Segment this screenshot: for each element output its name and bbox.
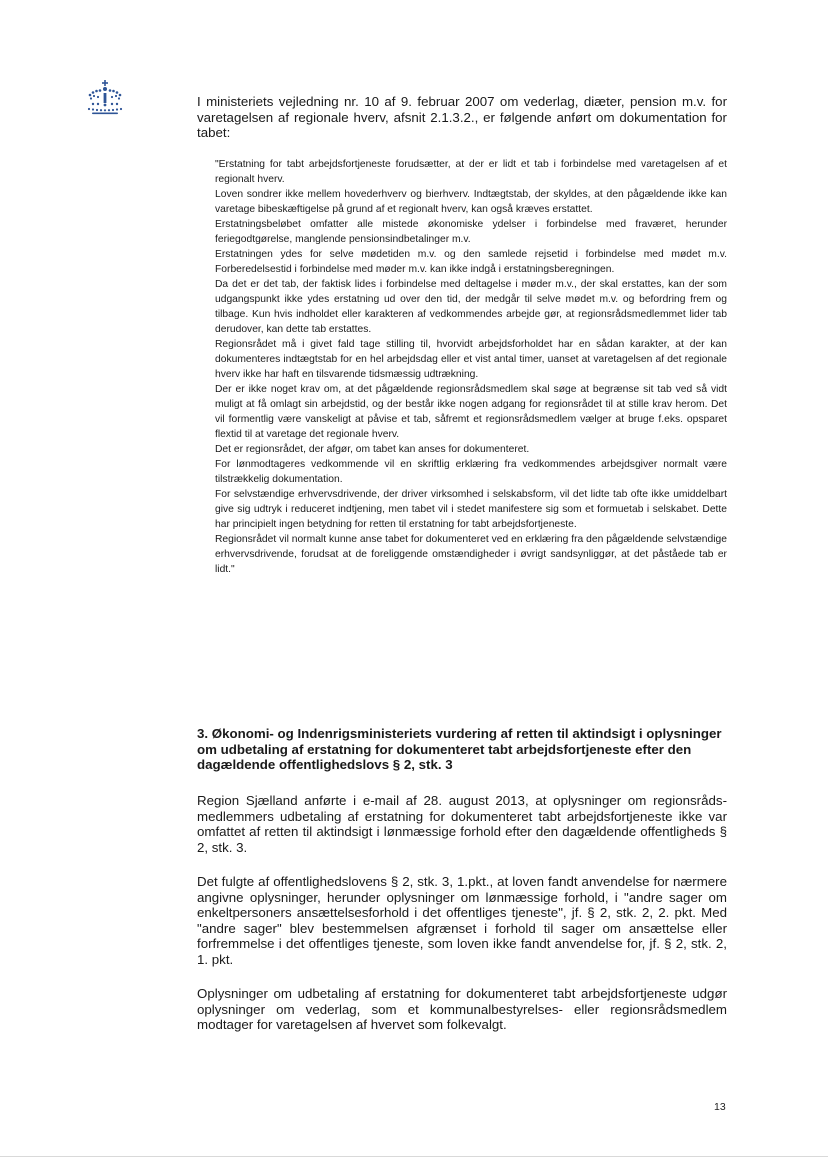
quote-paragraph: For lønmodtageres vedkommende vil en skriftlig erklæring fra vedkommendes arbejdsgiver normalt være tilstrækkelig dokumentation. [215, 459, 727, 485]
quoted-guidance [215, 157, 727, 577]
quote-paragraph: Regionsrådet må i givet fald tage stilling til, hvorvidt arbejdsforholdet har en sådan karakter, at der kan dokumenteres indtægtstab for en hel arbejdsdag eller et vist antal timer, uanset at varetagelsen af det regionale hverv ikke har haft en tilsvarende tidsmæssig udtrækning. [215, 339, 727, 380]
quote-paragraph: Det er regionsrådet, der afgør, om tabet kan anses for dokumenteret. [215, 444, 530, 455]
quote-paragraph: Erstatningsbeløbet omfatter alle mistede økonomiske ydelser i forbindelse med fraværet, herunder feriegodtgørelse, manglende pensionsindbetalinger m.v. [215, 219, 727, 245]
intro-paragraph: I ministeriets vejledning nr. 10 af 9. februar 2007 om vederlag, diæter, pension m.v. for varetagelsen af regionale hverv, afsnit 2.1.3.2., er følgende anført om dokumentation for tabet: [197, 94, 727, 141]
quote-paragraph: Erstatningen ydes for selve mødetiden m.v. og den samlede rejsetid i forbindelse med mødet m.v. Forberedelsestid i forbindelse med møder m.v. kan ikke indgå i erstatningsberegningen. [215, 249, 727, 275]
body-paragraph: Det fulgte af offentlighedslovens § 2, stk. 3, 1.pkt., at loven fandt anvendelse for nærmere angivne oplysninger, herunder oplysninger om lønmæssige forhold, i "andre sager om enkeltpersoners ansættelsesforhold i det offentliges tjeneste", jf. § 2, stk. 2, 2. pkt. Med "andre sager" blev bestemmelsen afgrænset i forhold til sager om ansættelse eller forfremmelse i det offentliges tjeneste, som loven ikke fandt anvendelse for, jf. § 2, stk. 2, 1. pkt. [197, 874, 727, 967]
quote-paragraph: Loven sondrer ikke mellem hovederhverv og bierhverv. Indtægtstab, der skyldes, at den pågældende ikke kan varetage bibeskæftigelse på grund af et regionalt hverv, kan også kræves erstattet. [215, 189, 727, 215]
page-number: 13 [714, 1101, 726, 1113]
quote-paragraph: Der er ikke noget krav om, at det pågældende regionsrådsmedlem skal søge at begrænse sit tab ved så vidt muligt at få omlagt sin arbejdstid, og der består ikke nogen adgang for regionsrådet til at stille krav herom. Det vil formentlig være vanskeligt at påvise et tab, såfremt et regionsrådsmedlem vælger at bruge f.eks. opsparet flextid til at varetage det regionale hverv. [215, 384, 727, 440]
body-paragraph: Oplysninger om udbetaling af erstatning for dokumenteret tabt arbejdsfortjeneste udgør oplysninger om vederlag, som et kommunalbestyrelses- eller regionsrådsmedlem modtager for varetagelsen af hvervet som folkevalgt. [197, 986, 727, 1033]
body-paragraph: Region Sjælland anførte i e-mail af 28. august 2013, at oplysninger om regionsrådsmedlemmers udbetaling af erstatning for dokumenteret tabt arbejdsfortjeneste ikke var omfattet af retten til aktindsigt i lønmæssige forhold efter den dagældende offentligheds § 2, stk. 3. [197, 793, 727, 855]
section-heading: 3. Økonomi- og Indenrigsministeriets vurdering af retten til aktindsigt i oplysninger om udbetaling af erstatning for dokumenteret tabt arbejdsfortjeneste efter den dagældende offentlighedslovs § 2, stk. 3 [197, 726, 722, 773]
quote-paragraph: Da det er det tab, der faktisk lides i forbindelse med deltagelse i møder m.v., der skal erstattes, kan der som udgangspunkt ikke ydes erstatning ud over den tid, der medgår til selve mødet m.v. og befordring frem og tilbage. Kun hvis indholdet eller karakteren af vedkommendes arbejde gør, at regionsrådsmedlemmet lider tab derudover, kan dette tab erstattes. [215, 279, 727, 335]
bottom-divider [0, 1156, 828, 1157]
quote-paragraph: "Erstatning for tabt arbejdsfortjeneste forudsætter, at der er lidt et tab i forbindelse med varetagelsen af et regionalt hverv. [215, 159, 727, 185]
quote-paragraph: Regionsrådet vil normalt kunne anse tabet for dokumenteret ved en erklæring fra den pågældende selvstændige erhvervsdrivende, forudsat at de foreliggende omstændigheder i øvrigt sandsynliggør, at det påståede tab er lidt." [215, 534, 727, 575]
quote-paragraph: For selvstændige erhvervsdrivende, der driver virksomhed i selskabsform, vil det lidte tab ofte ikke umiddelbart give sig udtryk i reduceret indtjening, men tabet vil i stedet manifestere sig som et formuetab i selskabet. Dette har principielt ingen betydning for retten til erstatning for tabt arbejdsfortjeneste. [215, 489, 727, 530]
royal-crown-icon [85, 80, 125, 116]
